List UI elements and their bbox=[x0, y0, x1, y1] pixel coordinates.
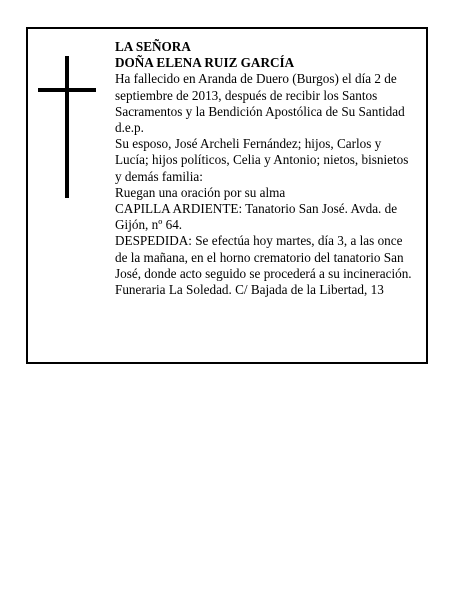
deceased-name: DOÑA ELENA RUIZ GARCÍA bbox=[115, 55, 295, 71]
death-line: Sacramentos y la Bendición Apostólica de Su Santidad bbox=[115, 103, 405, 119]
family-list bbox=[115, 136, 425, 185]
death-line: septiembre de 2013, después de recibir los Santos bbox=[115, 87, 378, 103]
chapel-line: Gijón, nº 64. bbox=[115, 217, 183, 233]
obituary-notice bbox=[26, 27, 428, 364]
notice-title: LA SEÑORA bbox=[115, 39, 191, 54]
death-announcement bbox=[115, 71, 425, 136]
farewell-line: José, donde acto seguido se procederá a su incineración. bbox=[115, 265, 412, 281]
death-line: Ha fallecido en Aranda de Duero (Burgos) el día 2 de bbox=[115, 71, 397, 87]
farewell-line: de la mañana, en el horno crematorio del tanatorio San bbox=[115, 249, 404, 265]
funeral-home: Funeraria La Soledad. C/ Bajada de la Libertad, 13 bbox=[115, 282, 384, 298]
farewell-info bbox=[115, 233, 425, 282]
family-line: y demás familia: bbox=[115, 168, 203, 184]
prayer-request: Ruegan una oración por su alma bbox=[115, 184, 286, 200]
cross-icon bbox=[38, 56, 96, 198]
notice-text bbox=[115, 39, 425, 298]
chapel-info bbox=[115, 201, 425, 233]
cross-vertical-bar bbox=[65, 56, 69, 198]
cross-horizontal-bar bbox=[38, 88, 96, 92]
family-line: Lucía; hijos políticos, Celia y Antonio; nietos, bisnietos bbox=[115, 152, 409, 168]
farewell-line: DESPEDIDA: Se efectúa hoy martes, día 3, a las once bbox=[115, 233, 403, 249]
death-line: d.e.p. bbox=[115, 120, 144, 136]
chapel-line: CAPILLA ARDIENTE: Tanatorio San José. Avda. de bbox=[115, 201, 398, 217]
family-line: Su esposo, José Archeli Fernández; hijos, Carlos y bbox=[115, 136, 382, 152]
